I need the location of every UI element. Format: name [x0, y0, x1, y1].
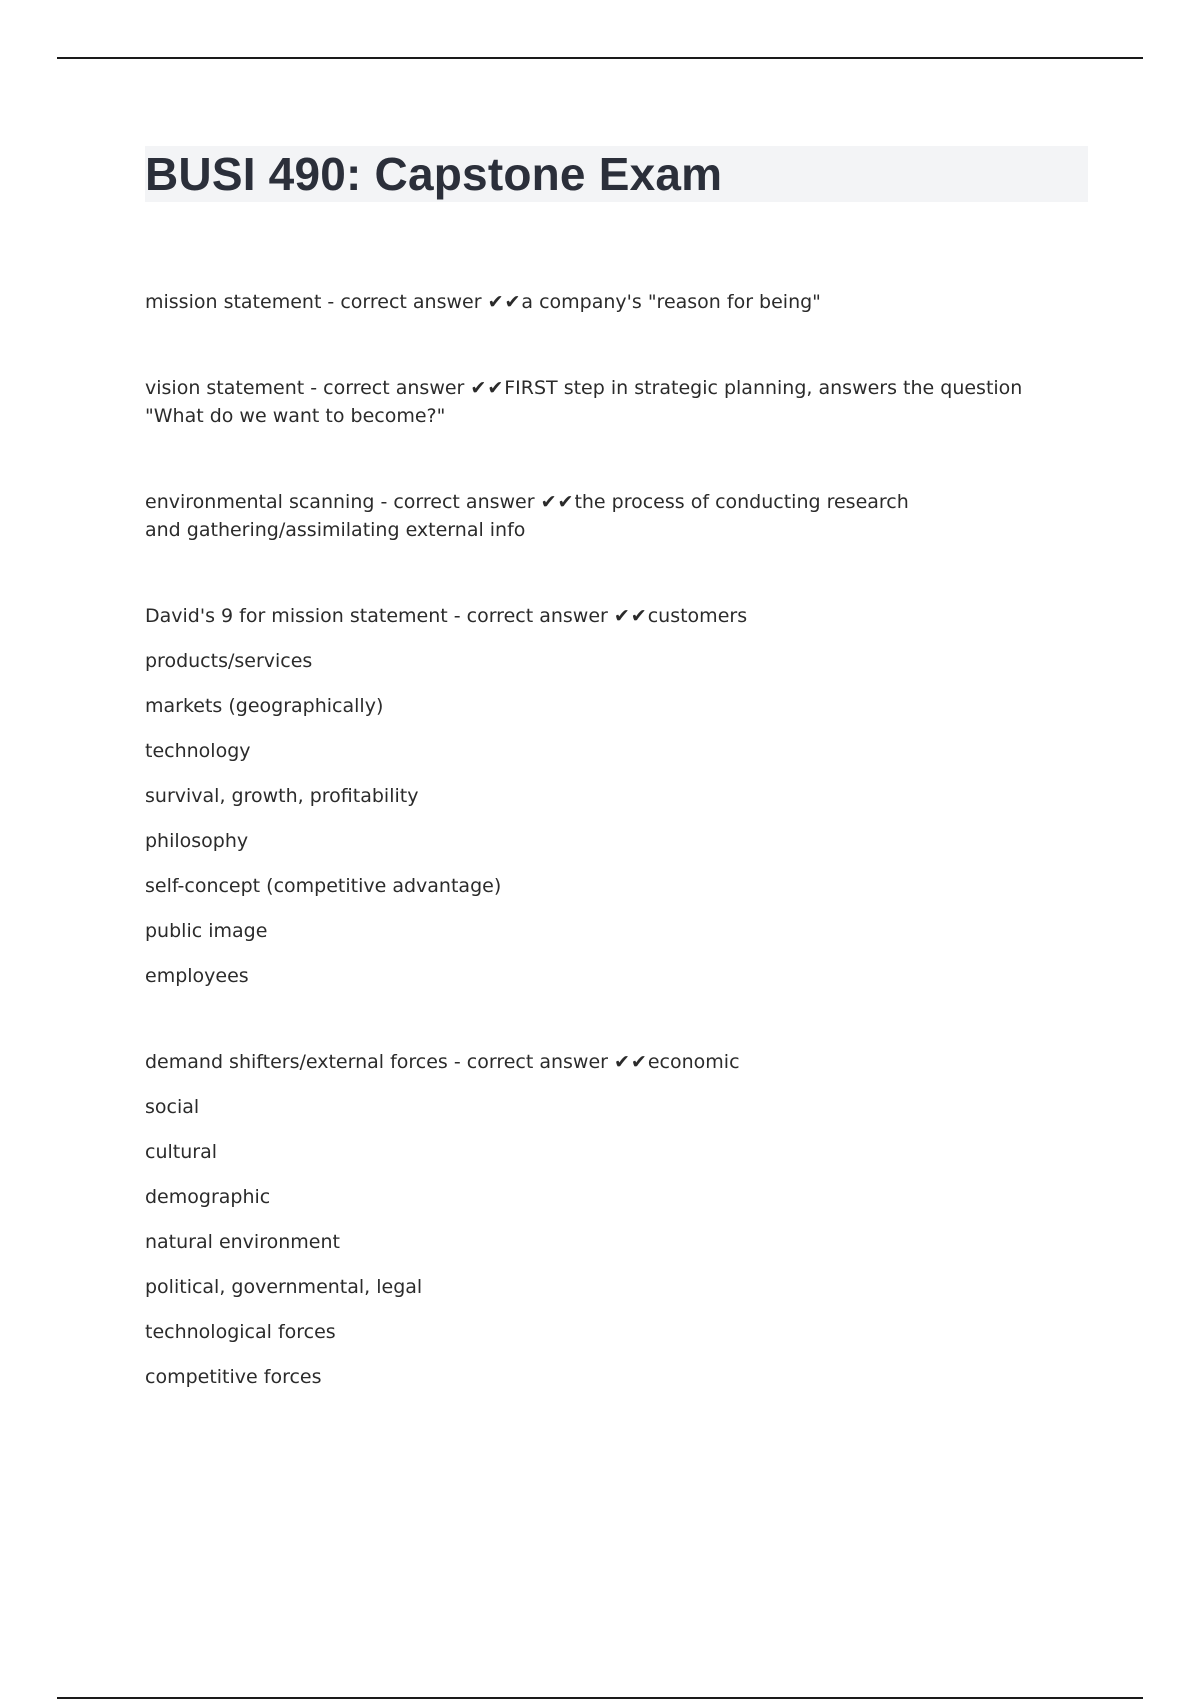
answer-line: natural environment	[145, 1231, 340, 1253]
answer-line: philosophy	[145, 830, 249, 852]
answer-line: demographic	[145, 1186, 271, 1208]
answer-line: public image	[145, 920, 268, 942]
term: demand shifters/external forces	[145, 1051, 448, 1073]
answer-line: competitive forces	[145, 1366, 322, 1388]
answer-line: political, governmental, legal	[145, 1276, 423, 1298]
qa-line	[145, 1048, 1075, 1076]
bottom-rule	[57, 1697, 1143, 1699]
qa-entry	[145, 374, 1075, 430]
check-icon: ✔✔	[540, 491, 575, 513]
qa-line	[145, 288, 1075, 316]
separator: - correct answer	[321, 291, 488, 313]
qa-line	[145, 374, 1075, 430]
answer: a company's "reason for being"	[521, 291, 821, 313]
answer-line: technological forces	[145, 1321, 336, 1343]
answer: the process of conducting research and gathering/assimilating external info	[145, 491, 909, 541]
answer-line: technology	[145, 740, 251, 762]
qa-entry	[145, 488, 1075, 544]
answer: economic	[647, 1051, 740, 1073]
term: David's 9 for mission statement	[145, 605, 448, 627]
answer-line: survival, growth, profitability	[145, 785, 419, 807]
answer-line: products/services	[145, 650, 313, 672]
document-body	[145, 288, 1075, 1391]
check-icon: ✔✔	[487, 291, 522, 313]
document-title: BUSI 490: Capstone Exam	[145, 148, 723, 200]
term: mission statement	[145, 291, 322, 313]
top-rule	[57, 57, 1143, 59]
qa-entry	[145, 602, 1075, 990]
answer: customers	[647, 605, 748, 627]
separator: - correct answer	[304, 377, 471, 399]
qa-line	[145, 602, 1075, 630]
answer-line: self-concept (competitive advantage)	[145, 875, 502, 897]
term: environmental scanning	[145, 491, 375, 513]
answer-line: cultural	[145, 1141, 217, 1163]
term: vision statement	[145, 377, 305, 399]
separator: - correct answer	[374, 491, 541, 513]
answer-line: social	[145, 1096, 200, 1118]
qa-entry	[145, 1048, 1075, 1391]
answer-line: employees	[145, 965, 249, 987]
answer: FIRST step in strategic planning, answers the question "What do we want to become?"	[145, 377, 1023, 427]
check-icon: ✔✔	[613, 605, 648, 627]
separator: - correct answer	[447, 605, 614, 627]
separator: - correct answer	[447, 1051, 615, 1073]
qa-entry	[145, 288, 1075, 316]
check-icon: ✔✔	[470, 377, 505, 399]
qa-line	[145, 488, 925, 544]
answer-line: markets (geographically)	[145, 695, 384, 717]
check-icon: ✔✔	[614, 1051, 648, 1073]
